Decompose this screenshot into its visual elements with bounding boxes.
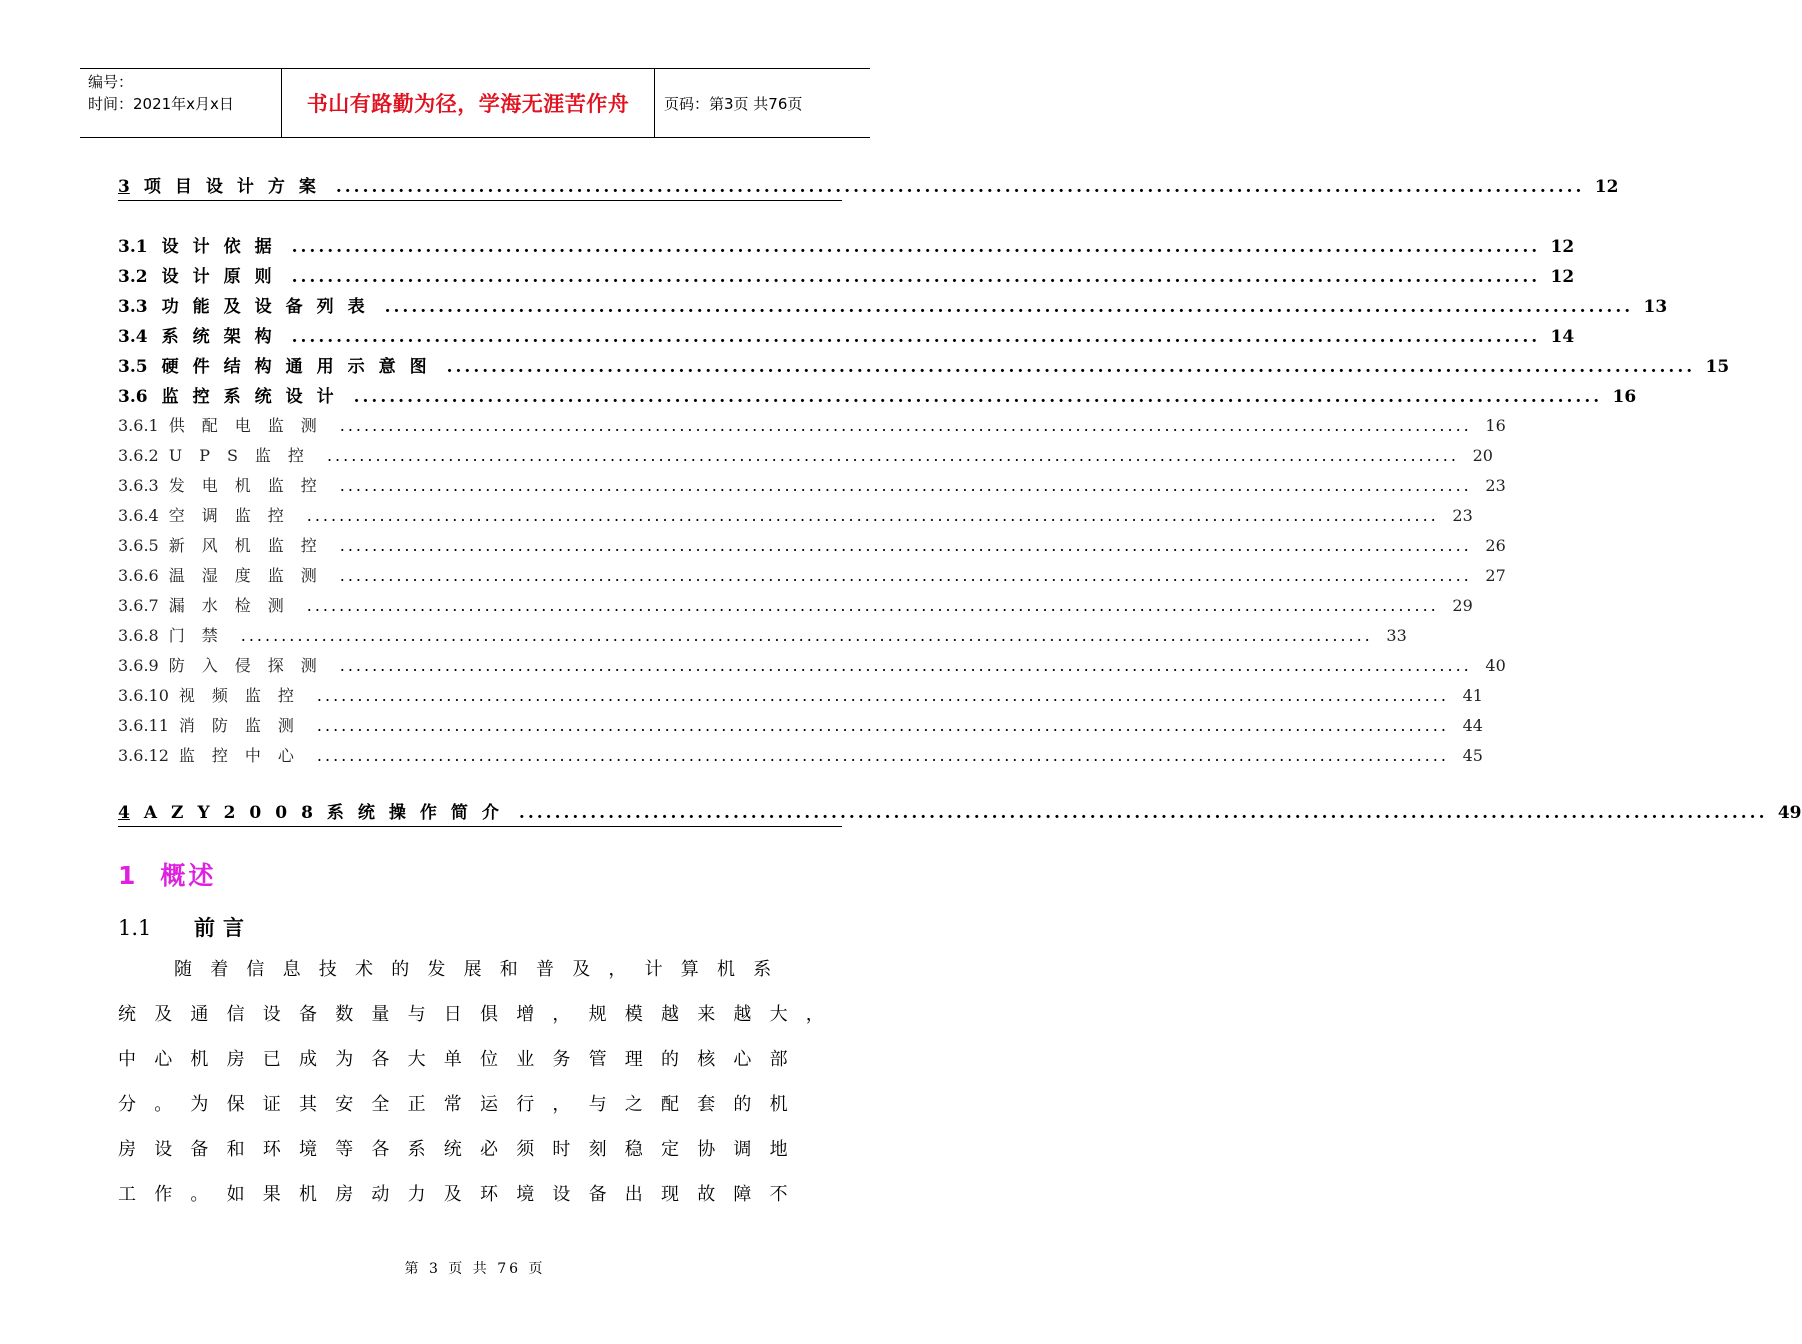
toc-entry-page: 41 [1462,686,1483,705]
toc-entry-number: 3.3 [118,297,148,317]
toc-leader-dots: ............................................................................................................................................ [446,357,1696,377]
toc-entry-page: 26 [1485,536,1506,555]
toc-entry-title: 监控系统设计 [161,387,348,407]
toc-entry-title: 防入侵探测 [168,656,334,675]
toc-leader-dots: ............................................................................................................................................ [326,446,1459,465]
section-title: 概述 [160,861,217,890]
toc-entry-page: 12 [1550,267,1575,287]
toc-entry-title: 设计依据 [161,237,286,257]
header-motto: 书山有路勤为径，学海无涯苦作舟 [306,92,630,116]
toc-entry-number: 3.6.10 [118,686,169,705]
toc-entry-title: 新风机监控 [168,536,334,555]
toc-entry-title: 监控中心 [178,746,311,765]
toc-entry-number: 3.1 [118,237,148,257]
toc-entry-page: 33 [1386,626,1407,645]
toc-entry-number: 3.4 [118,327,148,347]
toc-entry-page: 14 [1550,327,1575,347]
toc-entry-title: UPS监控 [168,446,321,465]
toc-entry-number: 3 [118,177,130,197]
toc-leader-dots: ............................................................................................................................................ [240,626,1373,645]
toc-entry[interactable] [118,236,1575,258]
toc-entry-page: 23 [1452,506,1473,525]
toc-leader-dots: ............................................................................................................................................ [339,536,1472,555]
toc-entry[interactable] [118,745,1483,767]
toc-entry-number: 3.2 [118,267,148,287]
toc-entry[interactable] [118,715,1483,737]
toc-entry-title: 发电机监控 [168,476,334,495]
toc-leader-dots: ............................................................................................................................................ [339,476,1472,495]
toc-entry[interactable] [118,625,1407,647]
subsection-heading [118,912,252,942]
toc-entry-title: 供配电监测 [168,416,334,435]
toc-entry[interactable] [118,802,1802,827]
paragraph-line: 分。为保证其安全正常运行，与之配套的机 [118,1094,806,1115]
toc-leader-dots: ............................................................................................................................................ [384,297,1634,317]
toc-entry-number: 3.6.4 [118,506,159,525]
toc-entry[interactable] [118,565,1506,587]
toc-entry-title: 消防监测 [178,716,311,735]
toc-entry[interactable] [118,445,1493,467]
toc-leader-dots: ............................................................................................................................................ [353,387,1603,407]
header-divider [654,69,655,137]
paragraph-line: 中心机房已成为各大单位业务管理的核心部 [118,1049,806,1070]
toc-leader-dots: ............................................................................................................................................ [291,237,1541,257]
toc-entry-number: 3.6.3 [118,476,159,495]
toc-entry-title: 系统架构 [161,327,286,347]
toc-entry-title: 硬件结构通用示意图 [161,357,441,377]
toc-entry[interactable] [118,595,1473,617]
body-paragraph [118,958,842,1228]
paragraph-line: 房设备和环境等各系统必须时刻稳定协调地 [118,1139,806,1160]
toc-entry-number: 3.6 [118,387,148,407]
toc-entry[interactable] [118,685,1483,707]
section-heading [118,856,216,892]
toc-entry-title: 项目设计方案 [143,177,330,197]
toc-entry[interactable] [118,655,1506,677]
toc-entry-title: 视频监控 [178,686,311,705]
toc-entry[interactable] [118,415,1506,437]
toc-entry-page: 40 [1485,656,1506,675]
toc-entry-page: 27 [1485,566,1506,585]
header-meta [88,71,278,115]
toc-entry[interactable] [118,386,1637,408]
toc-leader-dots: ............................................................................................................................................ [335,177,1585,197]
toc-entry-title: 漏水检测 [168,596,301,615]
paragraph-line: 工作。如果机房动力及环境设备出现故障不 [118,1184,806,1205]
toc-leader-dots: ............................................................................................................................................ [316,716,1449,735]
page-footer: 第 3 页 共 76 页 [404,1261,546,1277]
toc-entry-title: 设计原则 [161,267,286,287]
toc-entry-number: 3.6.9 [118,656,159,675]
toc-entry-number: 3.6.8 [118,626,159,645]
toc-entry-number: 3.6.1 [118,416,159,435]
code-label: 编号： [88,73,134,91]
date-label: 时间：2021年x月x日 [88,95,234,113]
toc-entry-title: AZY2008系统操作简介 [143,803,513,823]
paragraph-line: 统及通信设备数量与日俱增，规模越来越大， [118,1004,842,1025]
toc-entry-page: 45 [1462,746,1483,765]
toc-leader-dots: ............................................................................................................................................ [291,327,1541,347]
toc-entry-number: 4 [118,803,130,823]
toc-entry[interactable] [118,356,1730,378]
toc-entry-number: 3.6.11 [118,716,169,735]
paragraph-line: 随着信息技术的发展和普及，计算机系 [174,959,790,980]
page-header [80,68,870,138]
toc-leader-dots: ............................................................................................................................................ [316,746,1449,765]
toc-leader-dots: ............................................................................................................................................ [339,416,1472,435]
toc-entry[interactable] [118,535,1506,557]
toc-entry-page: 20 [1472,446,1493,465]
toc-entry[interactable] [118,266,1575,288]
toc-leader-dots: ............................................................................................................................................ [291,267,1541,287]
toc-entry-number: 3.6.12 [118,746,169,765]
toc-entry-number: 3.6.5 [118,536,159,555]
toc-entry-page: 23 [1485,476,1506,495]
toc-entry-title: 功能及设备列表 [161,297,379,317]
toc-entry-title: 门禁 [168,626,235,645]
header-page-info: 页码：第3页 共76页 [664,94,803,113]
toc-entry-number: 3.6.6 [118,566,159,585]
toc-entry[interactable] [118,475,1506,497]
toc-entry[interactable] [118,505,1473,527]
toc-entry-page: 29 [1452,596,1473,615]
toc-entry-page: 44 [1462,716,1483,735]
subsection-number: 1.1 [118,916,152,940]
toc-leader-dots: ............................................................................................................................................ [518,803,1768,823]
toc-leader-dots: ............................................................................................................................................ [316,686,1449,705]
toc-entry[interactable] [118,176,1619,201]
toc-entry-page: 16 [1485,416,1506,435]
section-number: 1 [118,861,139,890]
toc-entry-page: 15 [1705,357,1730,377]
subsection-title: 前言 [194,915,252,940]
toc-leader-dots: ............................................................................................................................................ [339,566,1472,585]
toc-entry[interactable] [118,296,1668,318]
toc-entry-title: 空调监控 [168,506,301,525]
toc-entry-title: 温湿度监测 [168,566,334,585]
toc-entry-page: 49 [1777,803,1802,823]
toc-entry-number: 3.6.2 [118,446,159,465]
toc-entry-page: 13 [1643,297,1668,317]
toc-entry-page: 12 [1550,237,1575,257]
toc-leader-dots: ............................................................................................................................................ [339,656,1472,675]
toc-leader-dots: ............................................................................................................................................ [306,506,1439,525]
toc-entry-number: 3.6.7 [118,596,159,615]
toc-entry-number: 3.5 [118,357,148,377]
toc-entry-page: 16 [1612,387,1637,407]
toc-leader-dots: ............................................................................................................................................ [306,596,1439,615]
toc-entry-page: 12 [1594,177,1619,197]
toc-entry[interactable] [118,326,1575,348]
